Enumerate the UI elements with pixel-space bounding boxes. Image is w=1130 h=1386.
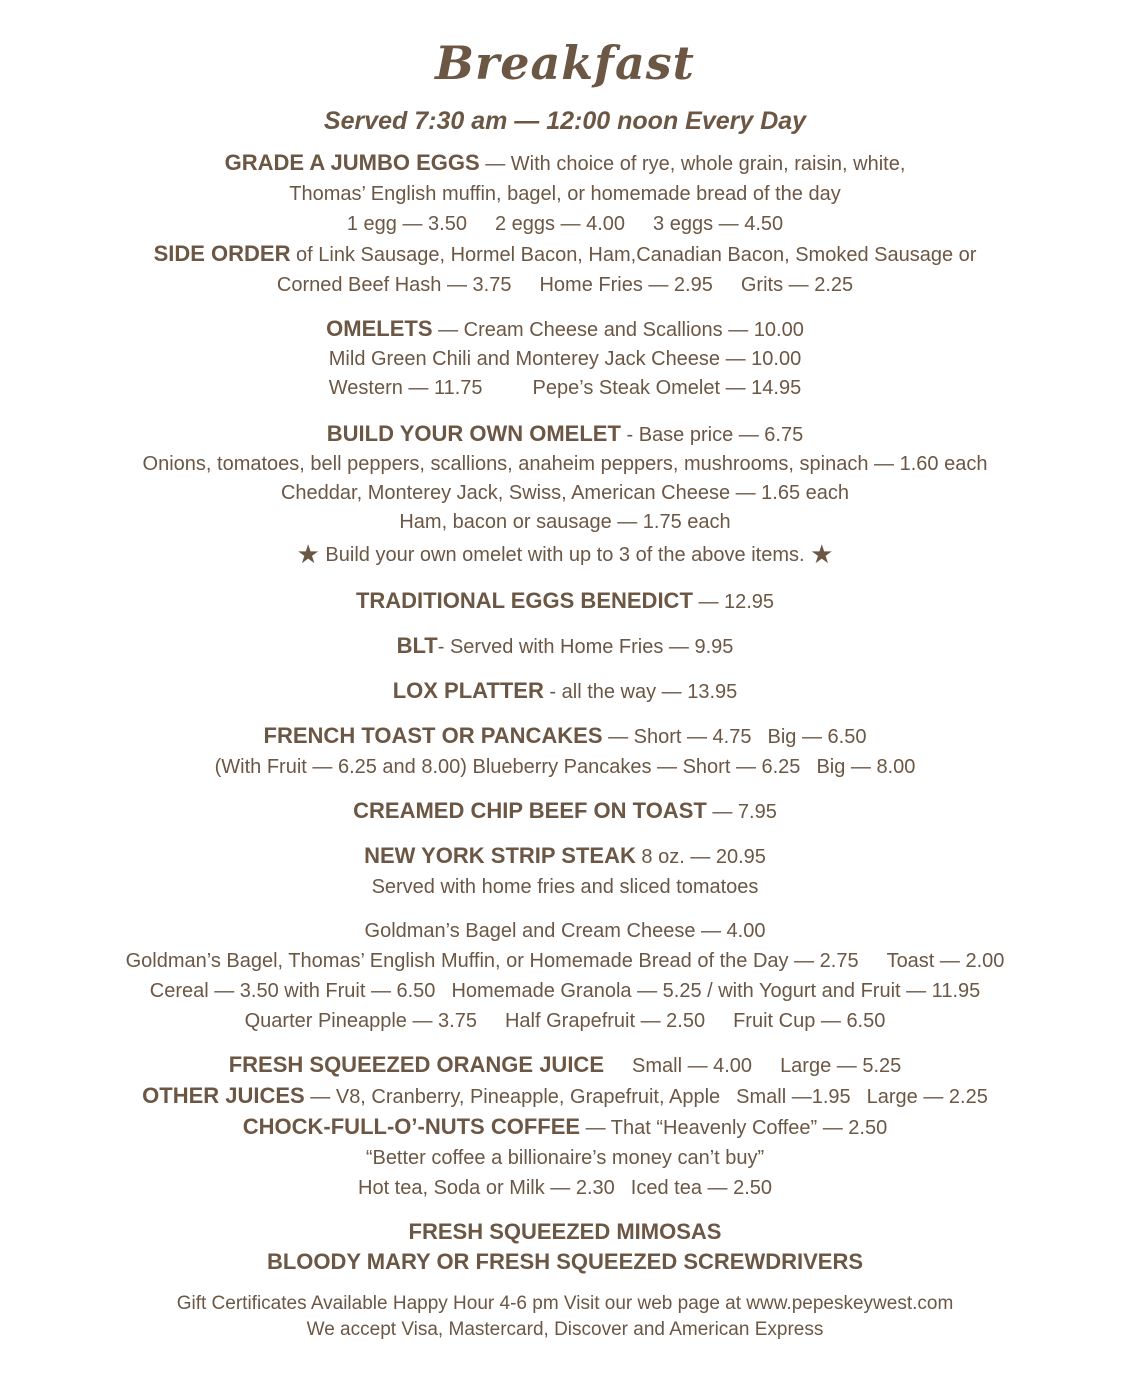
lox-desc: - all the way — 13.95 [543, 681, 738, 703]
footer-line-1: Gift Certificates Available Happy Hour 4-6 pm Visit our web page at www.pepeskeywest.com [176, 1293, 954, 1314]
eggs-price-3: 3 eggs — 4.50 [653, 213, 784, 235]
blt-name: BLT [396, 633, 438, 658]
misc-fruit-cup: Fruit Cup — 6.50 [733, 1010, 886, 1032]
coffee-name: CHOCK-FULL-O’-NUTS COFFEE [242, 1114, 581, 1139]
omelets-line-1 [0, 314, 1130, 345]
side-line-1 [0, 239, 1130, 270]
french-blueberry-big: Big — 8.00 [816, 756, 916, 778]
misc-line-1: Goldman’s Bagel and Cream Cheese — 4.00 [364, 920, 766, 942]
misc-grapefruit: Half Grapefruit — 2.50 [504, 1010, 706, 1032]
menu-title: Breakfast [435, 36, 695, 90]
french-fruit: (With Fruit — 6.25 and 8.00) Blueberry Pancakes — Short — 6.25 [214, 756, 801, 778]
side-desc: of Link Sausage, Hormel Bacon, Ham,Canadian Bacon, Smoked Sausage or [290, 244, 977, 266]
eggs-price-2: 2 eggs — 4.00 [494, 213, 626, 235]
side-prices [0, 270, 1130, 300]
omelets-name: OMELETS [326, 316, 433, 341]
build-base-price: - Base price — 6.75 [620, 424, 804, 446]
omelets-item-2: Mild Green Chili and Monterey Jack Cheese — 10.00 [328, 348, 802, 370]
side-name: SIDE ORDER [153, 241, 291, 266]
cocktails-line-1: FRESH SQUEEZED MIMOSAS [408, 1219, 722, 1244]
steak-price: 8 oz. — 20.95 [635, 846, 766, 868]
misc-toast: Toast — 2.00 [886, 950, 1005, 972]
omelets-item-3: Western — 11.75 [328, 377, 483, 399]
creamed-name: CREAMED CHIP BEEF ON TOAST [353, 798, 707, 823]
build-option-3: Ham, bacon or sausage — 1.75 each [399, 511, 731, 533]
omelets-line-3 [0, 374, 1130, 403]
french-line-2 [0, 752, 1130, 782]
eggs-price-1: 1 egg — 3.50 [346, 213, 467, 235]
steak-desc: Served with home fries and sliced tomatoes [371, 876, 759, 898]
other-juices-line [0, 1081, 1130, 1112]
other-juices-desc: — V8, Cranberry, Pineapple, Grapefruit, Apple [304, 1086, 721, 1108]
oj-name: FRESH SQUEEZED ORANGE JUICE [228, 1052, 604, 1077]
misc-pineapple: Quarter Pineapple — 3.75 [244, 1010, 477, 1032]
oj-large: Large — 5.25 [780, 1055, 902, 1077]
coffee-quote: “Better coffee a billionaire’s money can’t buy” [365, 1147, 765, 1169]
french-short: — Short — 4.75 [602, 726, 752, 748]
eggs-prices [0, 209, 1130, 239]
coffee-line [0, 1112, 1130, 1143]
coffee-desc: — That “Heavenly Coffee” — 2.50 [580, 1117, 888, 1139]
french-big: Big — 6.50 [767, 726, 867, 748]
build-option-2: Cheddar, Monterey Jack, Swiss, American Cheese — 1.65 each [280, 482, 850, 504]
omelets-item-4: Pepe’s Steak Omelet — 14.95 [532, 377, 802, 399]
benedict-line [0, 586, 1130, 617]
misc-line-2 [0, 946, 1130, 976]
lox-name: LOX PLATTER [392, 678, 544, 703]
build-option-1: Onions, tomatoes, bell peppers, scallions, anaheim peppers, mushrooms, spinach — 1.60 each [142, 453, 988, 475]
misc-bread: Goldman’s Bagel, Thomas’ English Muffin, or Homemade Bread of the Day — 2.75 [125, 950, 859, 972]
creamed-price: — 7.95 [706, 801, 777, 823]
misc-line-3 [0, 976, 1130, 1006]
cocktails-line-2: BLOODY MARY OR FRESH SQUEEZED SCREWDRIVERS [266, 1249, 864, 1274]
omelets-item-1: — Cream Cheese and Scallions — 10.00 [432, 319, 804, 341]
eggs-name: GRADE A JUMBO EGGS [224, 150, 480, 175]
star-icon: ★ [810, 539, 834, 569]
misc-line-4 [0, 1006, 1130, 1036]
eggs-desc-1: — With choice of rye, whole grain, raisin, white, [479, 153, 906, 175]
side-price-2: Home Fries — 2.95 [539, 274, 713, 296]
eggs-line-1 [0, 148, 1130, 179]
oj-small: Small — 4.00 [632, 1055, 753, 1077]
other-juices-large: Large — 2.25 [866, 1086, 988, 1108]
menu-subtitle: Served 7:30 am — 12:00 noon Every Day [323, 107, 807, 135]
benedict-name: TRADITIONAL EGGS BENEDICT [355, 588, 693, 613]
benedict-price: — 12.95 [692, 591, 775, 613]
tea-line [0, 1173, 1130, 1203]
build-name: BUILD YOUR OWN OMELET [326, 421, 621, 446]
lox-line [0, 676, 1130, 707]
steak-name: NEW YORK STRIP STEAK [364, 843, 636, 868]
other-juices-small: Small —1.95 [736, 1086, 851, 1108]
footer-line-2: We accept Visa, Mastercard, Discover and American Express [306, 1319, 824, 1340]
side-price-3: Grits — 2.25 [740, 274, 854, 296]
oj-line [0, 1050, 1130, 1081]
misc-granola: Homemade Granola — 5.25 / with Yogurt and Fruit — 11.95 [451, 980, 981, 1002]
other-juices-name: OTHER JUICES [142, 1083, 305, 1108]
french-line-1 [0, 721, 1130, 752]
hot-tea: Hot tea, Soda or Milk — 2.30 [358, 1177, 615, 1199]
blt-line [0, 631, 1130, 662]
french-name: FRENCH TOAST OR PANCAKES [263, 723, 603, 748]
eggs-desc-2: Thomas’ English muffin, bagel, or homemade bread of the day [289, 183, 841, 205]
side-price-1: Corned Beef Hash — 3.75 [276, 274, 512, 296]
blt-desc: - Served with Home Fries — 9.95 [437, 636, 734, 658]
steak-line-1 [0, 841, 1130, 872]
misc-cereal: Cereal — 3.50 with Fruit — 6.50 [149, 980, 436, 1002]
star-icon: ★ [296, 539, 320, 569]
iced-tea: Iced tea — 2.50 [630, 1177, 772, 1199]
build-note-line [0, 537, 1130, 572]
build-line-1 [0, 419, 1130, 450]
build-note: Build your own omelet with up to 3 of the above items. [325, 544, 805, 566]
creamed-line [0, 796, 1130, 827]
